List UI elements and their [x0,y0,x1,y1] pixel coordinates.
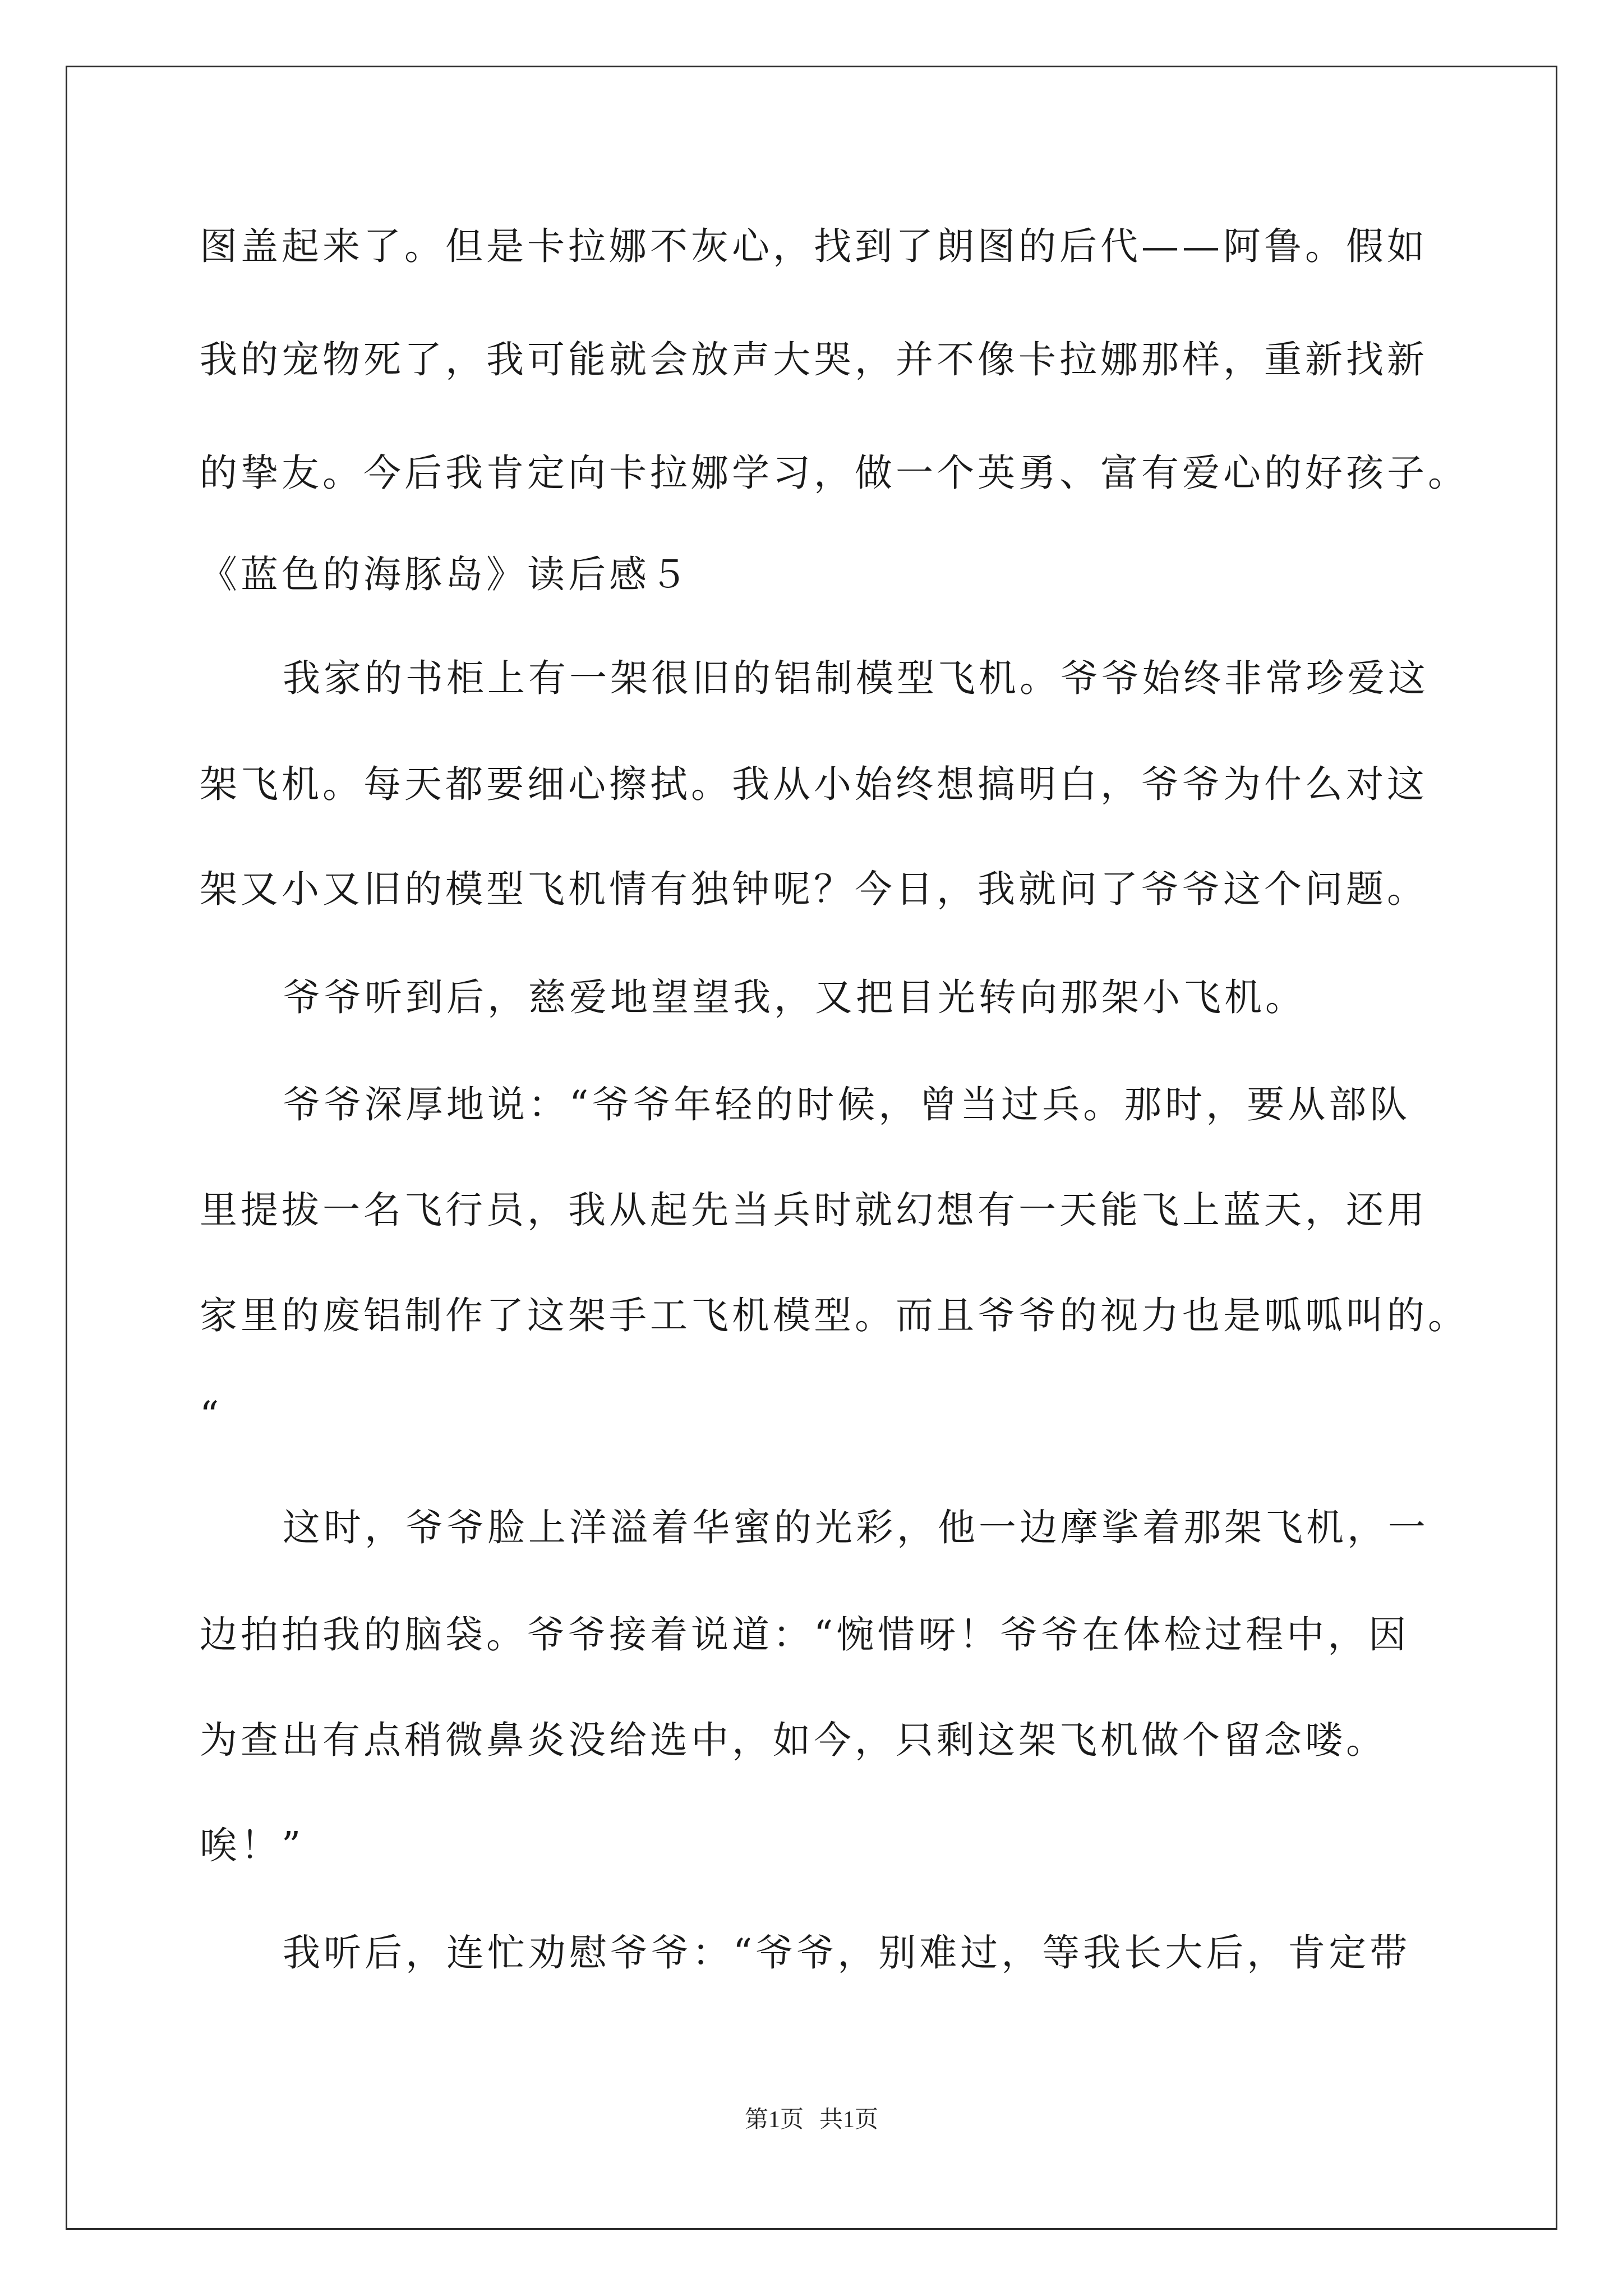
text-line: 我家的书柜上有一架很旧的铝制模型飞机。爷爷始终非常珍爱这 [283,656,1429,700]
text-line: “ [200,1393,223,1437]
text-line: 家里的废铝制作了这架手工飞机模型。而且爷爷的视力也是呱呱叫的。 [200,1294,1469,1337]
text-line: 爷爷听到后，慈爱地望望我，又把目光转向那架小飞机。 [283,976,1306,1019]
page-total: 共1页 [819,2107,879,2133]
text-line: 为查出有点稍微鼻炎没给选中，如今，只剩这架飞机做个留念喽。 [200,1718,1387,1762]
text-line: 架飞机。每天都要细心擦拭。我从小始终想搞明白，爷爷为什么对这 [200,762,1428,806]
page-footer [0,2101,1623,2134]
section-heading: 《蓝色的海豚岛》读后感５ [200,553,691,596]
page-number: 第1页 [744,2107,804,2133]
text-line: 架又小又旧的模型飞机情有独钟呢？今日，我就问了爷爷这个问题。 [200,867,1428,911]
text-line: 我的宠物死了，我可能就会放声大哭，并不像卡拉娜那样，重新找新 [200,338,1428,381]
text-line: 我听后，连忙劝慰爷爷：“爷爷，别难过，等我长大后，肯定带 [283,1931,1411,1975]
text-line: 里提拔一名飞行员，我从起先当兵时就幻想有一天能飞上蓝天，还用 [200,1188,1428,1232]
text-line: 这时，爷爷脸上洋溢着华蜜的光彩，他一边摩挲着那架飞机，一 [283,1506,1429,1549]
text-line: 边拍拍我的脑袋。爷爷接着说道：“惋惜呀！爷爷在体检过程中，因 [200,1613,1410,1657]
text-line: 爷爷深厚地说：“爷爷年轻的时候，曾当过兵。那时，要从部队 [283,1083,1411,1126]
text-line: 唉！” [200,1824,305,1867]
text-line: 的挚友。今后我肯定向卡拉娜学习，做一个英勇、富有爱心的好孩子。 [200,451,1469,495]
text-line: 图盖起来了。但是卡拉娜不灰心，找到了朗图的后代——阿鲁。假如 [200,224,1428,268]
page-border [66,66,1557,2230]
